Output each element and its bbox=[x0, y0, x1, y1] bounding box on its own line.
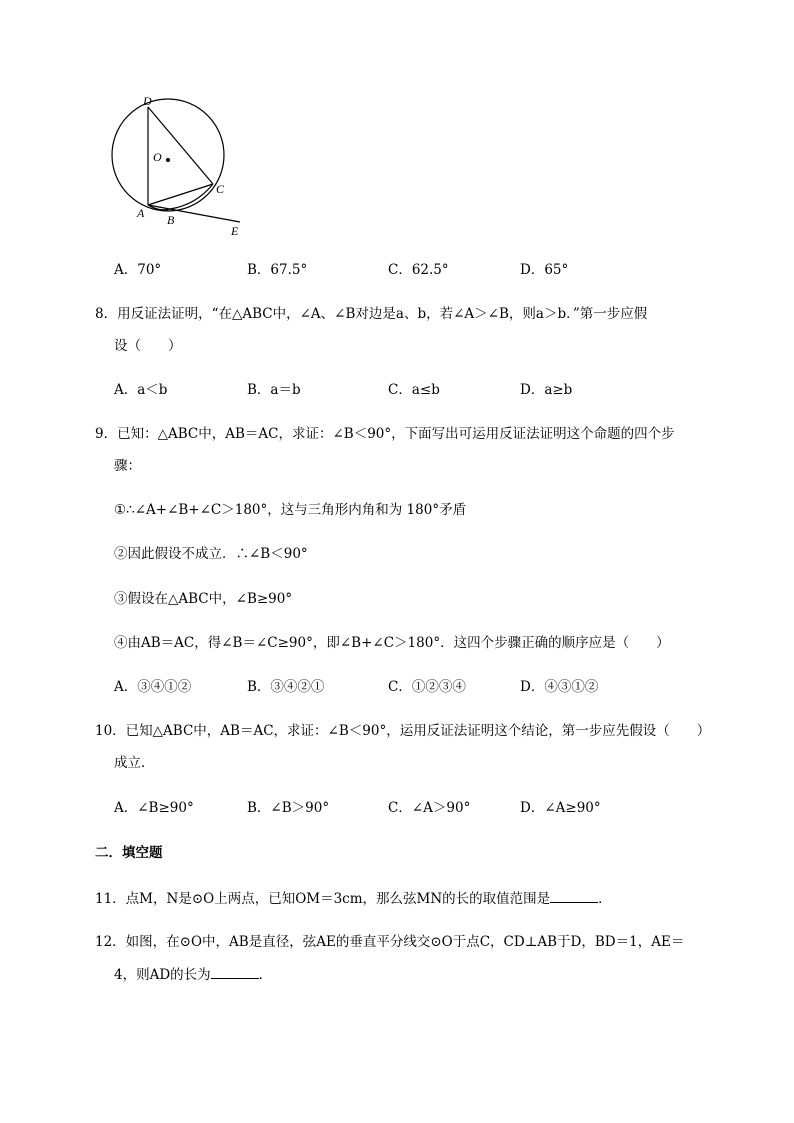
q10-text-line1: 10．已知△ABC中，AB＝AC，求证：∠B＜90°，运用反证法证明这个结论，第一步应先假设（ ） bbox=[95, 723, 711, 739]
section-heading-fill-in: 二．填空题 bbox=[95, 845, 163, 861]
q7-option-b: B．67.5° bbox=[247, 262, 308, 278]
q9-option-d: D．④③①② bbox=[520, 679, 599, 695]
q10-option-a: A．∠B≥90° bbox=[114, 800, 194, 816]
label-d: D bbox=[143, 94, 152, 108]
q8-option-d: D．a≥b bbox=[520, 382, 573, 398]
q7-option-c: C．62.5° bbox=[388, 262, 449, 278]
circle-o bbox=[112, 99, 224, 211]
label-b: B bbox=[167, 213, 175, 227]
question-11 bbox=[95, 889, 612, 908]
q8-text-line2: 设（ ） bbox=[114, 338, 182, 354]
q10-option-b: B．∠B＞90° bbox=[247, 800, 330, 816]
q12-text-line2 bbox=[114, 965, 272, 984]
q9-step-2: ②因此假设不成立．∴∠B＜90° bbox=[114, 546, 308, 562]
q7-option-d: D．65° bbox=[520, 262, 569, 278]
q10-option-c: C．∠A＞90° bbox=[388, 800, 471, 816]
q8-option-a: A．a＜b bbox=[114, 382, 168, 398]
q9-option-c: C．①②③④ bbox=[388, 679, 466, 695]
q12-answer-blank[interactable] bbox=[211, 965, 259, 979]
q11-text: 11．点M，N是⊙O上两点，已知OM＝3cm，那么弦MN的长的取值范围是 bbox=[95, 891, 551, 907]
q12-text-line2-start: 4，则AD的长为 bbox=[114, 967, 211, 983]
q9-option-a: A．③④①② bbox=[114, 679, 192, 695]
q7-option-a: A．70° bbox=[114, 262, 162, 278]
q8-text-line1: 8．用反证法证明，“在△ABC中，∠A、∠B对边是a、b，若∠A＞∠B，则a＞b．”第一步应假 bbox=[95, 306, 648, 322]
tangent-line-ae bbox=[148, 205, 240, 222]
q10-option-d: D．∠A≥90° bbox=[520, 800, 601, 816]
label-c: C bbox=[216, 182, 225, 196]
label-e: E bbox=[231, 224, 239, 238]
q9-step-1: ①∴∠A+∠B+∠C＞180°，这与三角形内角和为 180°矛盾 bbox=[114, 502, 467, 518]
q11-text-end: ． bbox=[598, 891, 612, 907]
label-a: A bbox=[137, 206, 145, 220]
q11-answer-blank[interactable] bbox=[550, 889, 598, 903]
center-point bbox=[166, 158, 170, 162]
q9-option-b: B．③④②① bbox=[247, 679, 325, 695]
q9-step-4: ④由AB＝AC，得∠B＝∠C≥90°，即∠B+∠C＞180°．这四个步骤正确的顺序应是（ ） bbox=[114, 635, 670, 651]
q9-text-line1: 9．已知：△ABC中，AB＝AC，求证：∠B＜90°，下面写出可运用反证法证明这个命题的四个步 bbox=[95, 426, 675, 442]
q9-text-line2: 骤： bbox=[114, 458, 141, 474]
q12-text-line2-end: ． bbox=[258, 967, 273, 983]
q8-option-b: B．a＝b bbox=[247, 382, 301, 398]
q10-text-line2: 成立． bbox=[114, 755, 155, 771]
q9-step-3: ③假设在△ABC中，∠B≥90° bbox=[114, 591, 293, 607]
label-o: O bbox=[153, 150, 162, 164]
segment-dc bbox=[148, 107, 213, 184]
q8-option-c: C．a≤b bbox=[388, 382, 440, 398]
q12-text-line1: 12．如图，在⊙O中，AB是直径，弦AE的垂直平分线交⊙O于点C，CD⊥AB于D，BD＝1，AE＝ bbox=[95, 934, 685, 950]
